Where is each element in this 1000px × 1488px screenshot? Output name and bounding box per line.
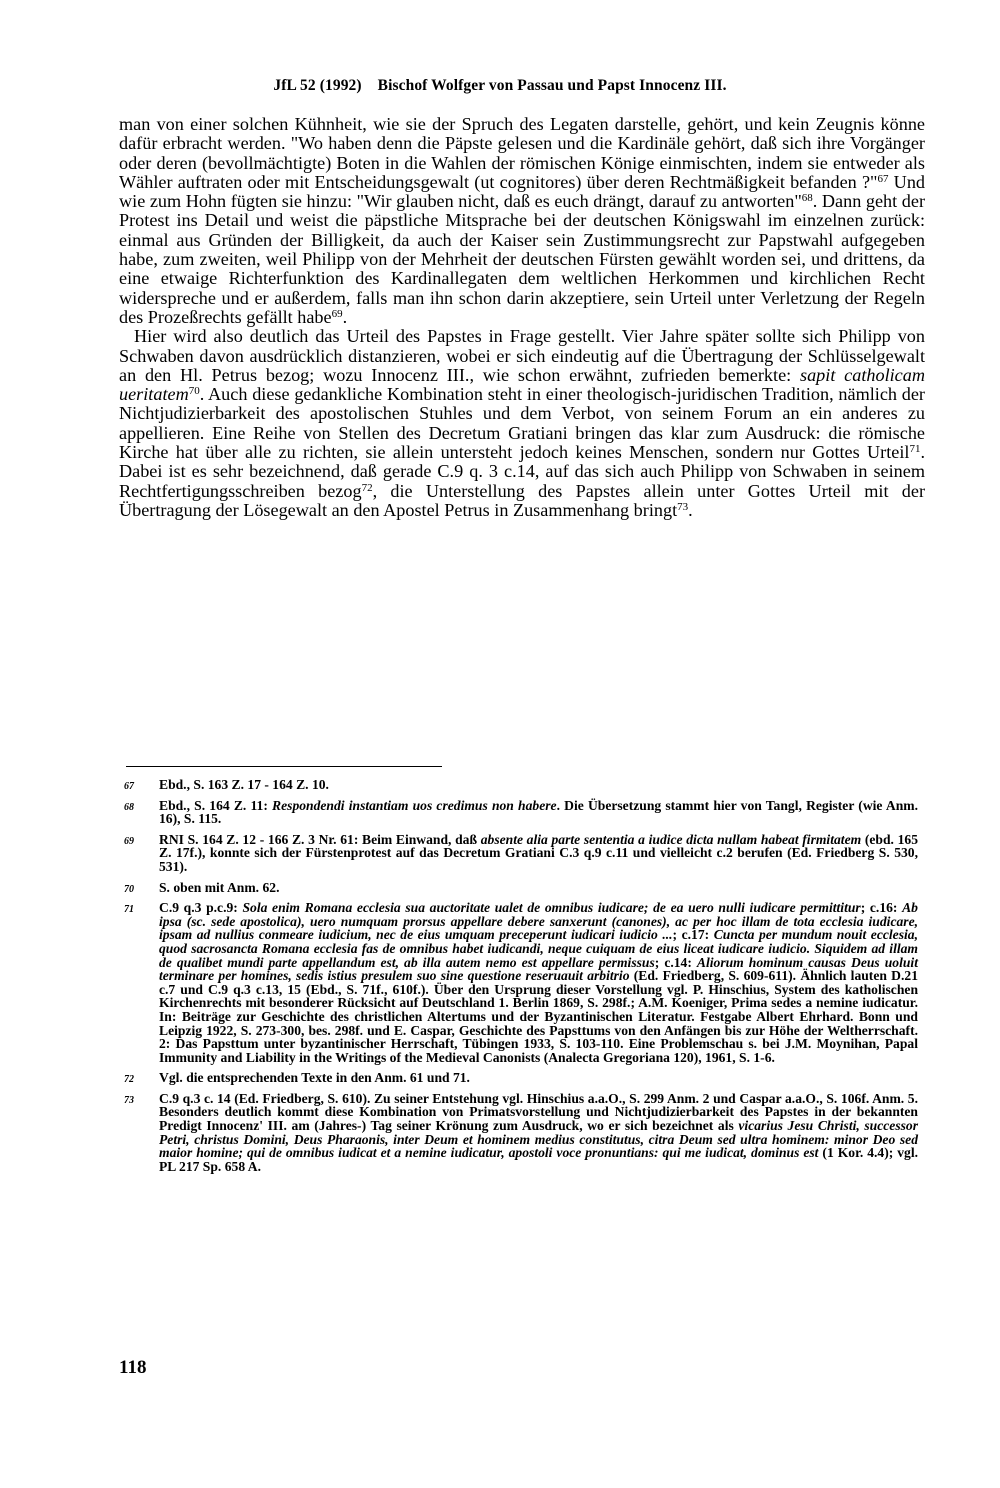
footnote-quote: Sola enim Romana ecclesia sua auctoritate ualet de omnibus iudicare; de ea uero nulli iudicare permittitur xyxy=(242,900,861,916)
footnote-text: (ebd. 165 Z. 17f.), konnte sich der Fürstenprotest auf das Decretum Gratiani C.3 q.9 c.11 und vielleicht c.2 berufen (Ed. Friedberg S. 530, 531). xyxy=(159,831,918,874)
footnote-quote: Ab ipsa (sc. sede apostolica), uero numquam prorsus appellare debere sanxerunt (canones), ac per hoc illam de tota ecclesia iudicare, ipsam ad nullius conmeare iudicium, nec de eius umquam preceperunt iudicari iudicio ... xyxy=(159,900,918,943)
footnote-quote: Cuncta per mundum nouit ecclesia, quod sacrosancta Romana ecclesia fas de omnibus habet iudicandi, neque cuiquam de eius liceat iudicare iudicio. Siquidem ad illam de qualibet mundi parte appellandum est, ab illa autem nemo est appellare permissus xyxy=(159,927,918,970)
footnote-text: ; c.16: xyxy=(860,900,903,916)
footnote-quote: Aliorum hominum causas Deus uoluit terminare per homines, sedis istius presulem suo sine questione reseruauit arbitrio xyxy=(159,954,918,984)
footnote-text: . Die Übersetzung stammt hier von Tangl, Register (wie Anm. 16), S. 115. xyxy=(159,797,918,827)
footnote-70 xyxy=(124,881,918,895)
footnote-72 xyxy=(124,1071,918,1085)
paragraph-2 xyxy=(119,327,925,520)
footnote-ref-70[interactable]: 70 xyxy=(188,385,200,398)
footnote-ref-73[interactable]: 73 xyxy=(677,500,689,513)
footnote-text: (1 Kor. 4.4); vgl. PL 217 Sp. 658 A. xyxy=(159,1145,918,1174)
footnote-number: 72 xyxy=(124,1074,134,1086)
footnote-number: 71 xyxy=(124,904,134,916)
text-run: man von einer solchen Kühnheit, wie sie der Spruch des Legaten darstelle, gehört, und kein Zeugnis könne dafür erbracht werden. "Wo haben denn die Päpste gelesen und die Kardinäle gehört, daß sich ihre Vorgänger oder deren (bevollmächtigte) Boten in die Wahlen der römischen Könige einmischten, indem sie entweder als Wähler auftraten oder mit Entscheidungsgewalt (ut cognitores) über deren Rechtmäßigkeit befanden ?" xyxy=(119,114,925,192)
footnote-ref-72[interactable]: 72 xyxy=(361,481,373,494)
paragraph-1 xyxy=(119,115,925,327)
footnote-67 xyxy=(124,778,918,792)
journal-citation: JfL 52 (1992) xyxy=(273,77,362,94)
footnote-number: 70 xyxy=(124,883,134,895)
footnote-number: 69 xyxy=(124,835,134,847)
footnote-text: (Ed. Friedberg, S. 609-611). Ähnlich lauten D.21 c.7 und C.9 q.3 c.13, 15 (Ebd., S. 71f., 610f.). Über den Ursprung dieser Vorstellung vgl. P. Hinschius, System des katholischen Kirchenrechts mit besonderer Rücksicht auf Deutschland 1. Berlin 1869, S. 298f.; A.M. Koeniger, Prima sedes a nemine iudicatur. In: Beiträge zur Geschichte des christlichen Altertums und der Byzantinischen Literatur. Festgabe Albert Ehrhard. Bonn und Leipzig 1922, S. 273-300, bes. 298f. und E. Caspar, Geschichte des Papsttums von den Anfängen bis zur Höhe der Weltherrschaft. 2: Das Papsttum unter byzantinischer Herrschaft, Tübingen 1933, S. 103-110. Eine Problemschau s. bei J.M. Moynihan, Papal Immunity and Liability in the Writings of the Medieval Canonists (Analecta Gregoriana 120), 1961, S. 1-6. xyxy=(159,968,918,1065)
footnote-text: Ebd., S. 163 Z. 17 - 164 Z. 10. xyxy=(159,777,329,792)
footnotes xyxy=(124,778,918,1180)
footnote-text: S. oben mit Anm. 62. xyxy=(159,879,280,895)
text-run: . xyxy=(342,306,348,327)
latin-quote: sapit catholicam ueritatem xyxy=(119,364,925,405)
footnote-text: ; c.14: xyxy=(654,954,697,970)
text-run: , die Unterstellung des Papstes allein unter Gottes Urteil mit der Übertragung der Lösegewalt an den Apostel Petrus in Zusammenhang bringt xyxy=(119,480,926,520)
footnote-separator xyxy=(126,766,442,767)
text-run: . xyxy=(688,499,693,520)
footnote-text: RNI S. 164 Z. 12 - 166 Z. 3 Nr. 61: Beim Einwand, daß xyxy=(159,831,481,847)
footnote-text: C.9 q.3 c. 14 (Ed. Friedberg, S. 610). Zu seiner Entstehung vgl. Hinschius a.a.O., S. 299 Anm. 2 und Caspar a.a.O., S. 106f. Anm. 5. Besonders deutlich kommt diese Kombination von Primatsvorstellung und Nichtjudizierbarkeit des Papstes in der bekannten Predigt Innocenz' III. am (Jahres-) Tag seiner Krönung zum Ausdruck, wo er sich bezeichnet als xyxy=(159,1090,918,1134)
footnote-text: ; c.17: xyxy=(672,927,714,943)
footnote-text: Ebd., S. 164 Z. 11: xyxy=(159,797,273,813)
footnote-text: Vgl. die entsprechenden Texte in den Anm. 61 und 71. xyxy=(159,1070,470,1086)
text-run: . Auch diese gedankliche Kombination steht in einer theologisch-juridischen Tradition, nämlich der Nichtjudizierbarkeit des apostolischen Stuhles und dem Verbot, von seinem Forum an ein anderes zu appellieren. Eine Reihe von Stellen des Decretum Gratiani bringen das klar zum Ausdruck: die römische Kirche hat über alle zu richten, sie allein untersteht jedoch keines Menschen, sondern nur Gottes Urteil xyxy=(119,384,925,463)
text-run: . Dabei ist es sehr bezeichnend, daß gerade C.9 q. 3 c.14, auf das sich auch Philipp von Schwaben in seinem Rechtfertigungsschreiben bezog xyxy=(119,442,925,501)
article-title: Bischof Wolfger von Passau und Papst Innocenz III. xyxy=(377,77,727,94)
footnote-text: C.9 q.3 p.c.9: xyxy=(159,900,243,916)
footnote-quote: Respondendi instantiam uos credimus non habere xyxy=(272,797,557,813)
page-number: 118 xyxy=(119,1357,147,1378)
footnote-69 xyxy=(124,833,918,874)
footnote-71 xyxy=(124,901,918,1064)
text-run: Und wie zum Hohn fügten sie hinzu: "Wir glauben nicht, daß es euch drängt, darauf zu antworten" xyxy=(119,171,926,212)
text-run: Hier wird also deutlich das Urteil des Papstes in Frage gestellt. Vier Jahre später sollte sich Philipp von Schwaben davon ausdrücklich distanzieren, wobei er sich eindeutig auf die Übertragung der Schlüsselgewalt an den Hl. Petrus bezog; wozu Innocenz III., wie schon erwähnt, zufrieden bemerkte: xyxy=(119,326,925,385)
footnote-quote: absente alia parte sententia a iudice dicta nullam habeat firmitatem xyxy=(480,831,862,847)
footnote-ref-71[interactable]: 71 xyxy=(909,443,921,456)
footnote-68 xyxy=(124,799,918,826)
footnote-number: 68 xyxy=(124,801,134,813)
running-header xyxy=(0,77,1000,95)
footnote-ref-69[interactable]: 69 xyxy=(331,307,343,320)
footnote-ref-67[interactable]: 67 xyxy=(877,172,889,185)
footnote-number: 73 xyxy=(124,1094,134,1106)
text-run: . Dann geht der Protest ins Detail und weist die päpstliche Mitsprache bei der deutschen Königswahl im einzelnen zurück: einmal aus Gründen der Billigkeit, da auch der Kaiser sein Zustimmungsrecht zur Papstwahl aufgegeben habe, zum zweiten, weil Philipp von der Mehrheit der deutschen Fürsten gewählt worden sei, und drittens, da eine etwaige Richterfunktion des Kardinallegaten dem weltlichen Herkommen und kirchlichen Recht widerspreche und er außerdem, falls man ihn schon darin akzeptiere, sein Urteil unter Verletzung der Regeln des Prozeßrechts gefällt habe xyxy=(119,191,925,327)
main-text xyxy=(119,115,925,520)
footnote-quote: vicarius Jesu Christi, successor Petri, christus Domini, Deus Pharaonis, inter Deum et hominem medius constitutus, citra Deum sed ultra hominem: minor Deo sed maior homine; qui de omnibus iudicat et a nemine iudicatur, apostoli voce pronuntians: qui me iudicat, dominus est xyxy=(159,1118,919,1161)
footnote-73 xyxy=(124,1092,918,1174)
footnote-ref-68[interactable]: 68 xyxy=(801,192,813,205)
footnote-number: 67 xyxy=(124,781,134,792)
